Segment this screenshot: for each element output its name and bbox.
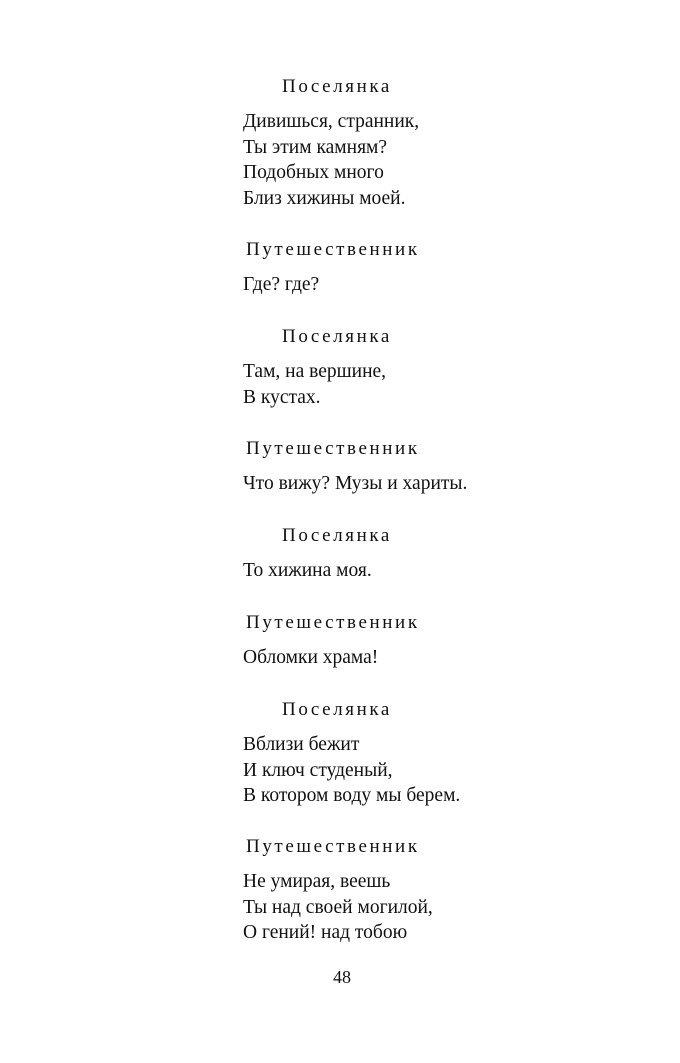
- verse-line: Где? где?: [243, 274, 320, 295]
- speaker-heading: Путешественник: [246, 239, 420, 260]
- verse-line: И ключ студеный,: [243, 759, 393, 781]
- verse-line: В кустах.: [243, 386, 321, 408]
- speaker-heading: Путешественник: [246, 438, 420, 459]
- page-number: 48: [333, 967, 351, 987]
- verse-stanza: [243, 359, 386, 410]
- verse-line: Ты над своей могилой,: [243, 896, 433, 918]
- verse-stanza: [243, 558, 372, 584]
- verse-line: Обломки храма!: [243, 647, 379, 668]
- verse-stanza: [243, 645, 378, 671]
- verse-line: О гений! над тобою: [243, 922, 408, 943]
- verse-line: Дивишься, странник,: [243, 111, 420, 132]
- verse-line: Не умирая, веешь: [243, 871, 391, 892]
- speaker-heading: Поселянка: [282, 699, 392, 720]
- verse-line: То хижина моя.: [243, 560, 372, 581]
- verse-line: Вблизи бежит: [243, 734, 360, 755]
- verse-stanza: [243, 869, 433, 946]
- speaker-heading: Поселянка: [282, 525, 392, 546]
- speaker-heading: Путешественник: [246, 836, 420, 857]
- verse-stanza: [243, 109, 419, 211]
- verse-line: Подобных много: [243, 162, 384, 183]
- verse-line: Близ хижины моей.: [243, 187, 406, 209]
- verse-line: Ты этим камням?: [243, 136, 388, 158]
- verse-line: Что вижу? Музы и хариты.: [243, 473, 468, 494]
- verse-line: В котором воду мы берем.: [243, 785, 461, 806]
- verse-stanza: [243, 732, 460, 809]
- speaker-heading: Поселянка: [282, 326, 392, 347]
- verse-stanza: [243, 272, 319, 298]
- verse-line: Там, на вершине,: [243, 361, 387, 382]
- verse-stanza: [243, 471, 467, 497]
- speaker-heading: Поселянка: [282, 76, 392, 97]
- speaker-heading: Путешественник: [246, 612, 420, 633]
